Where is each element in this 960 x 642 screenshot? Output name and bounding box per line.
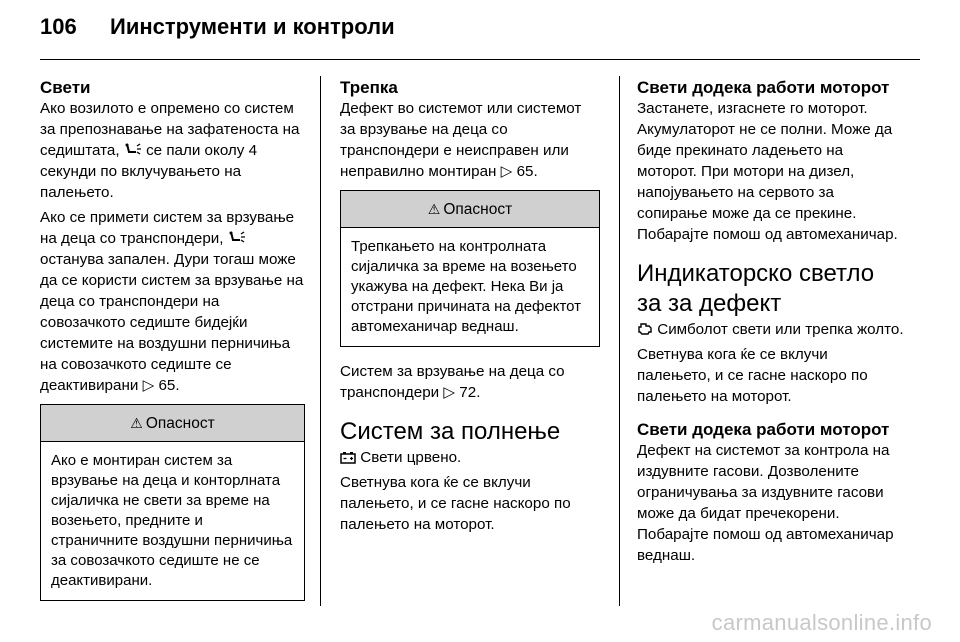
page-reference: 65.: [158, 377, 180, 394]
danger-box-text: Ако е монтиран систем за врзување на деца и конторлната сијаличка не свети за време на возењето, предните и страничните воздушни перничиња за совозачкото седиште не се деактивирани.: [51, 452, 293, 589]
section-heading-charging-system: Систем за полнење: [340, 418, 561, 445]
page-reference: 72.: [459, 384, 481, 401]
paragraph: [340, 98, 600, 182]
danger-title: Опасност: [443, 200, 513, 218]
text: Свети црвено.: [360, 449, 462, 466]
column-divider-1: [320, 76, 321, 606]
page-reference-arrow-icon: ▷: [142, 377, 155, 394]
danger-box: [340, 190, 600, 347]
text: останува запален. Дури тогаш може да се користи систем за врзување на деца со транспондери на совозачкото седиште бидејќи системите на воздушни перничиња на совозачкото седиште се деактивирани: [40, 251, 304, 394]
page-reference-arrow-icon: ▷: [500, 163, 513, 180]
warning-triangle-icon: ⚠: [130, 414, 143, 431]
text: Симболот свети или трепка жолто.: [657, 321, 904, 338]
danger-box-header: [341, 191, 599, 228]
column-2: [340, 77, 600, 539]
page-header: [40, 14, 395, 40]
column-divider-2: [619, 76, 620, 606]
watermark: carmanualsonline.info: [711, 610, 932, 635]
header-rule: [40, 59, 920, 60]
page-reference-arrow-icon: ▷: [443, 384, 456, 401]
paragraph: [40, 98, 305, 203]
column-1: [40, 77, 305, 609]
section-heading-malfunction-indicator: Индикаторско светло за за дефект: [637, 260, 875, 317]
section-heading-engine-running-2: Свети додека работи моторот: [637, 420, 890, 439]
page-title: Иинструменти и контроли: [110, 14, 395, 39]
engine-check-icon: [637, 322, 653, 336]
section-heading-lights: Свети: [40, 78, 91, 97]
page-reference: 65.: [516, 163, 538, 180]
paragraph: Дефект на системот за контрола на издувните гасови. Дозволените ограничувања за издувните гасови може да бидат пречекорени. Побарајте помош од автомеханичар веднаш.: [637, 442, 894, 564]
text: Систем за врзување на деца со транспондери: [340, 363, 565, 401]
column-3: [637, 77, 905, 570]
danger-box: [40, 404, 305, 601]
danger-box-text: Трепкањето на контролната сијаличка за време на возењето укажува на дефект. Нека Ви ја отстрани причината на дефектот автомеханичар веднаш.: [351, 238, 582, 335]
seat-occupancy-icon: [124, 143, 142, 157]
battery-icon: [340, 451, 356, 464]
section-heading-flashing: Трепка: [340, 78, 398, 97]
text: Ако се примети систем за врзување на деца со транспондери,: [40, 209, 295, 247]
paragraph: Светнува кога ќе се вклучи палењето, и се гасне наскоро по палењето на моторот.: [637, 346, 868, 405]
text: Ако возилото е опремено со систем за препознавање на зафатеноста на седиштата,: [40, 100, 300, 159]
paragraph: [40, 207, 305, 396]
paragraph: [340, 361, 600, 403]
danger-title: Опасност: [145, 414, 215, 432]
text: се пали околу 4 секунди по вклучувањето на палењето.: [40, 142, 258, 201]
text: Дефект во системот или системот за врзување на деца со транспондери е неисправен или неправилно монтиран: [340, 100, 582, 180]
seat-occupancy-icon: [228, 231, 246, 245]
paragraph: Светнува кога ќе се вклучи палењето, и се гасне наскоро по палењето на моторот.: [340, 474, 571, 533]
paragraph: Застанете, изгаснете го моторот. Акумулаторот не се полни. Може да биде прекинато ладењето на моторот. При мотори на дизел, напојувањето на сервото за сопирање може да се прекине. Побарајте помош од автомеханичар.: [637, 100, 898, 243]
paragraph: [340, 447, 600, 468]
danger-box-header: [41, 405, 304, 442]
paragraph: [637, 319, 905, 340]
page-number: 106: [40, 14, 77, 39]
section-heading-engine-running: Свети додека работи моторот: [637, 78, 890, 97]
warning-triangle-icon: ⚠: [427, 200, 441, 217]
